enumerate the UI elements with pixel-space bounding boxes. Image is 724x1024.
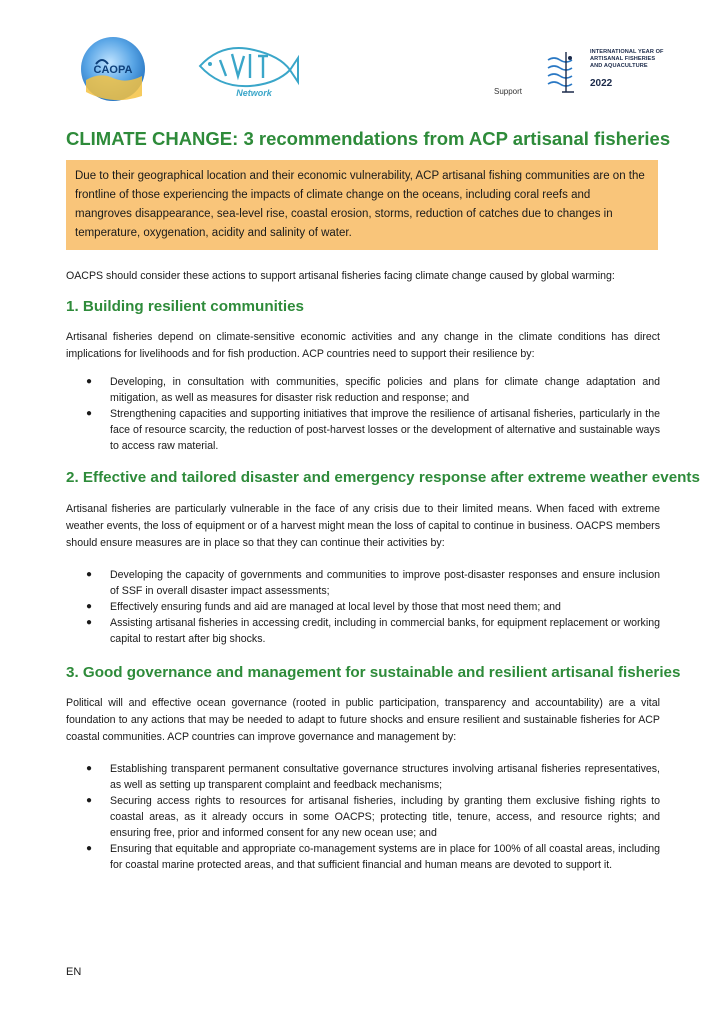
caopa-logo bbox=[80, 36, 146, 102]
iyafa-line-1: INTERNATIONAL YEAR OF bbox=[590, 49, 664, 55]
section-1-heading: 1. Building resilient communities bbox=[66, 298, 304, 315]
list-item bbox=[86, 567, 660, 599]
caopa-logo-text: CAOPA bbox=[93, 64, 133, 76]
bullet-text: Strengthening capacities and supporting initiatives that improve the resilience of artisanal fisheries, particularly in the face of resource scarcity, the reduction of post-harvest losses or the development of alternative and sustainable ways to access raw material. bbox=[110, 408, 660, 452]
list-item bbox=[86, 793, 660, 841]
bullet-text: Assisting artisanal fisheries in accessing credit, including in commercial banks, for equipment replacement or working capital to restart after big shocks. bbox=[110, 617, 660, 645]
bullet-dot-icon: ● bbox=[86, 763, 93, 774]
section-2-bullets bbox=[86, 567, 660, 647]
section-3-bullets bbox=[86, 761, 660, 873]
bullet-text: Securing access rights to resources for artisanal fisheries, including by granting them exclusive fishing rights to coastal areas, as it already occurs in some OACPS; protecting title, tenure, access, and resource rights; and ensuring free, prior and informed consent for any new ocean use; and bbox=[110, 795, 660, 839]
network-fish-logo bbox=[192, 36, 300, 100]
iyafa-year: 2022 bbox=[590, 78, 613, 89]
bullet-dot-icon: ● bbox=[86, 795, 93, 806]
bullet-dot-icon: ● bbox=[86, 569, 93, 580]
iyafa-line-3: AND AQUACULTURE bbox=[590, 63, 648, 69]
list-item bbox=[86, 761, 660, 793]
bullet-dot-icon: ● bbox=[86, 843, 93, 854]
iyafa-line-2: ARTISANAL FISHERIES bbox=[590, 56, 656, 62]
lead-paragraph: OACPS should consider these actions to support artisanal fisheries facing climate change caused by global warming: bbox=[66, 270, 615, 282]
bullet-dot-icon: ● bbox=[86, 601, 93, 612]
section-3-text: Political will and effective ocean governance (rooted in public participation, transparency and accountability) are a vital foundation to any actions that may be needed to adapt to future shocks and ensure resilient and sustainable fisheries for ACP coastal communities. ACP countries can improve governance and management by: bbox=[66, 697, 660, 743]
footer-language: EN bbox=[66, 966, 82, 978]
list-item bbox=[86, 406, 660, 454]
network-logo-text: Network bbox=[236, 88, 272, 98]
bullet-text: Establishing transparent permanent consultative governance structures involving artisanal fisheries representatives, as well as setting up transparent complaint and feedback mechanisms; bbox=[110, 763, 660, 791]
support-label: Support bbox=[494, 87, 523, 96]
intro-box: Due to their geographical location and their economic vulnerability, ACP artisanal fishing communities are on the frontline of those experiencing the impacts of climate change on the oceans, including coral reefs and mangroves disappearance, sea-level rise, coastal erosion, storms, reduction of catches due to changes in temperature, oxygenation, acidity and salinity of water. bbox=[66, 160, 658, 250]
bullet-text: Developing, in consultation with communities, specific policies and plans for climate change adaptation and mitigation, as well as measures for disaster risk reduction and response; and bbox=[110, 376, 660, 404]
list-item bbox=[86, 599, 660, 615]
section-2-heading: 2. Effective and tailored disaster and emergency response after extreme weather events bbox=[66, 469, 700, 486]
bullet-text: Effectively ensuring funds and aid are managed at local level by those that most need them; and bbox=[110, 601, 561, 613]
section-3-heading: 3. Good governance and management for sustainable and resilient artisanal fisheries bbox=[66, 664, 681, 681]
page-title: CLIMATE CHANGE: 3 recommendations from ACP artisanal fisheries bbox=[66, 128, 671, 149]
bullet-dot-icon: ● bbox=[86, 408, 93, 419]
list-item bbox=[86, 374, 660, 406]
section-2-text: Artisanal fisheries are particularly vulnerable in the face of any crisis due to their limited means. When faced with extreme weather events, the loss of equipment or of a harvest might mean the loss of capital to continue in business. OACPS members should ensure measures are in place so that they can continue their activities by: bbox=[66, 503, 660, 549]
bullet-dot-icon: ● bbox=[86, 376, 93, 387]
bullet-dot-icon: ● bbox=[86, 617, 93, 628]
section-1-text: Artisanal fisheries depend on climate-sensitive economic activities and any change in the climate conditions has direct implications for livelihoods and for fish production. ACP countries need to support their resilience by: bbox=[66, 331, 660, 360]
iyafa-title bbox=[590, 49, 664, 70]
bullet-text: Developing the capacity of governments and communities to improve post-disaster responses and ensure inclusion of SSF in overall disaster impact assessments; bbox=[110, 569, 660, 597]
section-1-bullets bbox=[86, 374, 660, 454]
list-item bbox=[86, 615, 660, 647]
bullet-text: Ensuring that equitable and appropriate co-management systems are in place for 100% of all coastal areas, including for coastal marine protected areas, and that sufficient financial and human means are devoted to support it. bbox=[110, 843, 660, 871]
list-item bbox=[86, 841, 660, 873]
